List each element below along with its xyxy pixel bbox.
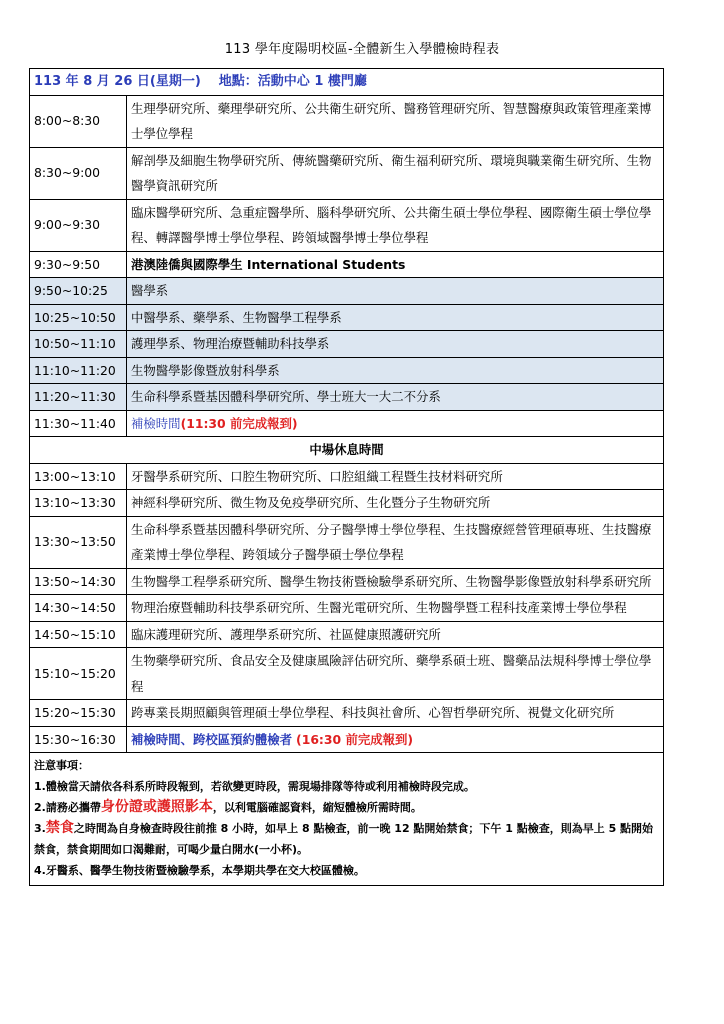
time-cell: 15:30~16:30 (30, 726, 127, 753)
note-2 (34, 797, 659, 818)
time-cell: 11:30~11:40 (30, 410, 127, 437)
notes-row (30, 753, 664, 886)
table-row (30, 463, 664, 490)
break-row (30, 437, 664, 464)
time-cell: 15:10~15:20 (30, 648, 127, 700)
dept-cell: 跨專業長期照顧與管理碩士學位學程、科技與社會所、心智哲學研究所、視覺文化研究所 (127, 700, 664, 727)
table-row (30, 490, 664, 517)
time-cell: 14:30~14:50 (30, 595, 127, 622)
time-cell: 9:30~9:50 (30, 251, 127, 278)
dept-cell: 護理學系、物理治療暨輔助科技學系 (127, 331, 664, 358)
table-row (30, 251, 664, 278)
makeup-label: 補檢時間 (131, 415, 181, 431)
table-row (30, 621, 664, 648)
dept-cell: 牙醫學系研究所、口腔生物研究所、口腔組織工程暨生技材料研究所 (127, 463, 664, 490)
table-row (30, 384, 664, 411)
header-row (30, 69, 664, 96)
table-row (30, 700, 664, 727)
time-cell: 9:50~10:25 (30, 278, 127, 305)
note-3-highlight: 禁食 (45, 820, 74, 836)
note-2-post: ，以利電腦確認資料，縮短體檢所需時間。 (212, 801, 422, 814)
table-row (30, 304, 664, 331)
note-4: 4.牙醫系、醫學生物技術暨檢驗學系，本學期共學在交大校區體檢。 (34, 864, 365, 877)
dept-cell: 神經科學研究所、微生物及免疫學研究所、生化暨分子生物研究所 (127, 490, 664, 517)
schedule-table (29, 68, 664, 886)
note-3-post: 之時間為自身檢查時段往前推 8 小時，如早上 8 點檢查，前一晚 12 點開始禁食；下午 1 點檢查，則為早上 5 點開始禁食，禁食期間如口渴難耐，可喝少量白開水(一小杯)。 (34, 822, 654, 856)
time-cell: 8:30~9:00 (30, 147, 127, 199)
table-row (30, 595, 664, 622)
dept-cell: 生物醫學影像暨放射科學系 (127, 357, 664, 384)
table-row (30, 516, 664, 568)
dept-cell (127, 410, 664, 437)
makeup-deadline: (16:30 前完成報到) (296, 731, 414, 747)
table-row (30, 278, 664, 305)
time-cell: 13:10~13:30 (30, 490, 127, 517)
break-label: 中場休息時間 (30, 437, 664, 464)
time-cell: 15:20~15:30 (30, 700, 127, 727)
makeup-deadline: (11:30 前完成報到) (180, 415, 298, 431)
table-row (30, 568, 664, 595)
time-cell: 9:00~9:30 (30, 199, 127, 251)
dept-cell: 臨床醫學研究所、急重症醫學所、腦科學研究所、公共衛生碩士學位學程、國際衛生碩士學位學程、轉譯醫學博士學位學程、跨領域醫學博士學位學程 (127, 199, 664, 251)
time-cell: 10:50~11:10 (30, 331, 127, 358)
dept-cell (127, 726, 664, 753)
dept-cell: 生物藥學研究所、食品安全及健康風險評估研究所、藥學系碩士班、醫藥品法規科學博士學位學程 (127, 648, 664, 700)
note-2-pre: 2.請務必攜帶 (34, 801, 101, 814)
page-title: 113 學年度陽明校區-全體新生入學體檢時程表 (224, 42, 500, 57)
table-row (30, 410, 664, 437)
notes-heading: 注意事項： (34, 759, 89, 772)
time-cell: 8:00~8:30 (30, 95, 127, 147)
time-cell: 13:00~13:10 (30, 463, 127, 490)
time-cell: 11:20~11:30 (30, 384, 127, 411)
dept-cell: 生理學研究所、藥理學研究所、公共衛生研究所、醫務管理研究所、智慧醫療與政策管理產業博士學位學程 (127, 95, 664, 147)
table-row (30, 147, 664, 199)
time-cell: 13:50~14:30 (30, 568, 127, 595)
makeup-label: 補檢時間、跨校區預約體檢者 (131, 731, 293, 747)
dept-cell: 解剖學及細胞生物學研究所、傳統醫藥研究所、衛生福利研究所、環境與職業衛生研究所、生物醫學資訊研究所 (127, 147, 664, 199)
dept-cell: 生命科學系暨基因體科學研究所、學士班大一大二不分系 (127, 384, 664, 411)
dept-cell: 生命科學系暨基因體科學研究所、分子醫學博士學位學程、生技醫療經營管理碩專班、生技醫療產業博士學位學程、跨領域分子醫學碩士學位學程 (127, 516, 664, 568)
note-1: 1.體檢當天請依各科系所時段報到，若欲變更時段，需現場排隊等待或利用補檢時段完成。 (34, 780, 475, 793)
dept-cell: 醫學系 (127, 278, 664, 305)
dept-cell: 生物醫學工程學系研究所、醫學生物技術暨檢驗學系研究所、生物醫學影像暨放射科學系研究所 (127, 568, 664, 595)
note-2-highlight: 身份證或護照影本 (100, 799, 213, 815)
table-row (30, 95, 664, 147)
dept-cell: 中醫學系、藥學系、生物醫學工程學系 (127, 304, 664, 331)
time-cell: 13:30~13:50 (30, 516, 127, 568)
table-row (30, 726, 664, 753)
dept-cell: 臨床護理研究所、護理學系研究所、社區健康照護研究所 (127, 621, 664, 648)
dept-cell: 港澳陸僑與國際學生 International Students (127, 251, 664, 278)
note-3-pre: 3. (34, 822, 46, 835)
table-row (30, 648, 664, 700)
table-row (30, 331, 664, 358)
note-3 (34, 818, 659, 860)
header-cell (30, 69, 664, 96)
table-row (30, 199, 664, 251)
notes-cell (30, 753, 664, 886)
time-cell: 11:10~11:20 (30, 357, 127, 384)
time-cell: 10:25~10:50 (30, 304, 127, 331)
dept-cell: 物理治療暨輔助科技學系研究所、生醫光電研究所、生物醫學暨工程科技產業博士學位學程 (127, 595, 664, 622)
time-cell: 14:50~15:10 (30, 621, 127, 648)
header-date: 113 年 8 月 26 日(星期一) (34, 74, 201, 89)
table-row (30, 357, 664, 384)
header-location: 地點：活動中心 1 樓門廳 (218, 74, 367, 89)
